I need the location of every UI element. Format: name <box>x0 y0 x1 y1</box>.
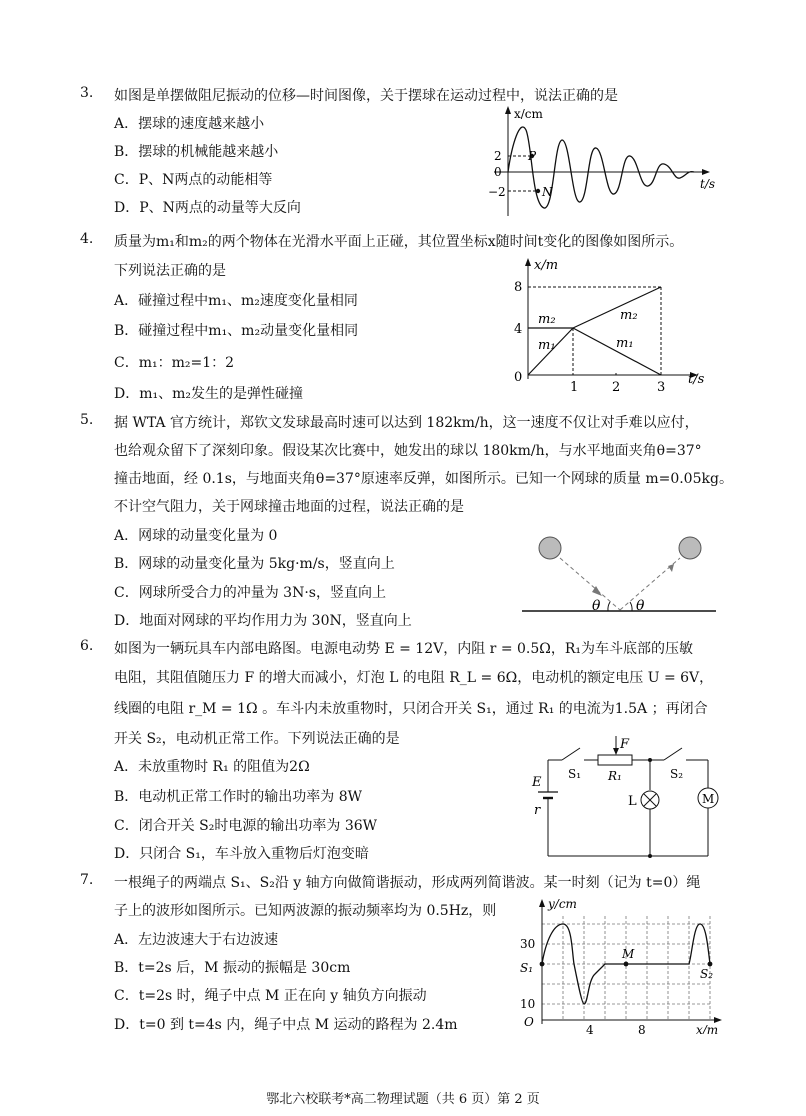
tick-label-8: 8 <box>514 280 523 295</box>
page-footer: 鄂北六校联考*高二物理试题（共 6 页）第 2 页 <box>266 1092 540 1107</box>
option-d: D．地面对网球的平均作用力为 30N，竖直向上 <box>114 613 412 629</box>
question-stem: 如图是单摆做阻尼振动的位移—时间图像，关于摆球在运动过程中，说法正确的是 <box>114 88 618 104</box>
resistor-r1 <box>598 755 632 765</box>
option-b: B．t=2s 后，M 振动的振幅是 30cm <box>114 960 351 976</box>
question-stem-line-2: 下列说法正确的是 <box>114 263 226 279</box>
option-c: C．网球所受合力的冲量为 3N·s，竖直向上 <box>114 585 386 601</box>
switch-s1-blade <box>562 748 580 760</box>
tick-label-10: 10 <box>520 997 536 1011</box>
question-stem-line-2: 电阻，其阻值随压力 F 的增大而减小，灯泡 L 的电阻 R_L = 6Ω，电动机的额定电压 U = 6V， <box>114 670 714 686</box>
origin-label: O <box>524 1015 534 1029</box>
source-s1 <box>540 962 545 967</box>
q3-damped-oscillation-graph <box>488 104 738 222</box>
m1-label-left: m₁ <box>538 338 556 353</box>
internal-resistance-label: r <box>534 803 541 818</box>
x-axis-label: t/s <box>688 372 705 387</box>
question-stem-line-4: 开关 S₂，电动机正常工作。下列说法正确的是 <box>114 731 400 747</box>
question-stem: 质量为m₁和m₂的两个物体在光滑水平面上正碰，其位置坐标x随时间t变化的图像如图所示。 <box>114 234 684 250</box>
question-stem-line-4: 不计空气阻力，关于网球撞击地面的过程，说法正确的是 <box>114 499 464 515</box>
question-number: 3. <box>80 85 94 101</box>
option-b: B．电动机正常工作时的输出功率为 8W <box>114 789 363 805</box>
question-number: 6. <box>80 638 94 654</box>
emf-label: E <box>532 775 542 790</box>
question-stem-line-3: 撞击地面，经 0.1s，与地面夹角θ=37°原速率反弹，如图所示。已知一个网球的质量 m=0.05kg。 <box>114 471 733 487</box>
midpoint-m <box>624 962 629 967</box>
tick-label-0: 0 <box>514 370 523 385</box>
option-c: C．P、N两点的动能相等 <box>114 172 273 188</box>
option-a: A．未放重物时 R₁ 的阻值为2Ω <box>114 759 310 775</box>
force-label: F <box>620 737 630 752</box>
m2-label-left: m₂ <box>538 312 556 327</box>
option-d: D．P、N两点的动量等大反向 <box>114 200 301 216</box>
tick-label-t3: 3 <box>657 380 666 393</box>
q5-ball-bounce-diagram <box>522 526 722 618</box>
m2-label-right: m₂ <box>620 308 638 323</box>
option-b: B．碰撞过程中m₁、m₂动量变化量相同 <box>114 323 359 339</box>
angle-theta-left: θ <box>592 598 601 614</box>
option-c: C．闭合开关 S₂时电源的输出功率为 36W <box>114 818 378 834</box>
point-p-label: P <box>528 149 537 163</box>
tick-label-2: 2 <box>494 149 502 163</box>
option-d: D．m₁、m₂发生的是弹性碰撞 <box>114 386 303 402</box>
midpoint-m-label: M <box>622 947 635 961</box>
option-a: A．网球的动量变化量为 0 <box>114 528 278 544</box>
y-axis-label: y/cm <box>548 897 577 911</box>
option-a: A．摆球的速度越来越小 <box>114 116 265 132</box>
question-number: 4. <box>80 231 94 247</box>
point-n-label: N <box>542 185 553 199</box>
motor-m-label: M <box>702 792 715 806</box>
lamp-l-label: L <box>628 794 637 809</box>
m1-label-right: m₁ <box>616 336 634 351</box>
tick-label-x4: 4 <box>586 1023 594 1034</box>
oscillation-curve <box>508 127 694 208</box>
point-n <box>536 189 540 193</box>
incoming-path <box>560 558 620 610</box>
switch-s2-blade <box>664 748 682 760</box>
tick-label-4: 4 <box>514 322 523 337</box>
option-b: B．网球的动量变化量为 5kg·m/s，竖直向上 <box>114 556 395 572</box>
option-b: B．摆球的机械能越来越小 <box>114 144 279 160</box>
angle-theta-right: θ <box>636 598 645 614</box>
q6-circuit-diagram <box>528 736 728 864</box>
q7-wave-graph <box>516 896 726 1034</box>
question-stem-line-3: 线圈的电阻 r_M = 1Ω 。车斗内未放重物时，只闭合开关 S₁，通过 R₁ 的电流为1.5A ；再闭合 <box>114 701 708 717</box>
source-s2 <box>708 962 713 967</box>
option-c: C．m₁：m₂=1：2 <box>114 355 235 371</box>
resistor-r1-label: R₁ <box>608 769 622 783</box>
tick-label-x8: 8 <box>638 1023 646 1034</box>
option-a: A．碰撞过程中m₁、m₂速度变化量相同 <box>114 293 358 309</box>
y-axis-label: x/cm <box>514 107 543 121</box>
source-s2-label: S₂ <box>700 967 714 981</box>
tick-label-t1: 1 <box>570 380 579 393</box>
x-axis-label: t/s <box>700 177 716 191</box>
question-number: 5. <box>80 412 94 428</box>
tick-label-t2: 2 <box>612 380 621 393</box>
question-stem-line-2: 子上的波形如图所示。已知两波源的振动频率均为 0.5Hz，则 <box>114 903 497 919</box>
question-stem-line-2: 也给观众留下了深刻印象。假设某次比赛中，她发出的球以 180km/h，与水平地面夹角θ=37° <box>114 443 702 459</box>
q4-position-time-graph <box>508 255 716 393</box>
question-number: 7. <box>80 872 94 888</box>
switch-s2-label: S₂ <box>670 767 684 781</box>
outgoing-ball <box>679 537 701 559</box>
grid <box>542 916 710 1020</box>
question-stem: 据 WTA 官方统计，郑钦文发球最高时速可以达到 182km/h，这一速度不仅让对手难以应付， <box>114 415 699 431</box>
switch-s1-label: S₁ <box>568 767 582 781</box>
option-d: D．t=0 到 t=4s 内，绳子中点 M 运动的路程为 2.4m <box>114 1017 458 1033</box>
y-axis-label: x/m <box>534 258 559 273</box>
tick-label-0: 0 <box>494 165 502 179</box>
question-stem: 一根绳子的两端点 S₁、S₂沿 y 轴方向做简谐振动，形成两列简谐波。某一时刻（记为 t=0）绳 <box>114 875 701 891</box>
option-a: A．左边波速大于右边波速 <box>114 932 279 948</box>
tick-label-neg2: −2 <box>488 185 506 199</box>
option-d: D．只闭合 S₁，车斗放入重物后灯泡变暗 <box>114 846 369 862</box>
question-stem: 如图为一辆玩具车内部电路图。电源电动势 E = 12V，内阻 r = 0.5Ω，R₁为车斗底部的压敏 <box>114 641 694 657</box>
source-s1-label: S₁ <box>520 961 534 975</box>
tick-label-30: 30 <box>520 937 536 951</box>
m2-line-after <box>573 287 661 328</box>
incoming-ball <box>539 537 561 559</box>
option-c: C．t=2s 时，绳子中点 M 正在向 y 轴负方向振动 <box>114 988 427 1004</box>
x-axis-label: x/m <box>696 1023 719 1034</box>
